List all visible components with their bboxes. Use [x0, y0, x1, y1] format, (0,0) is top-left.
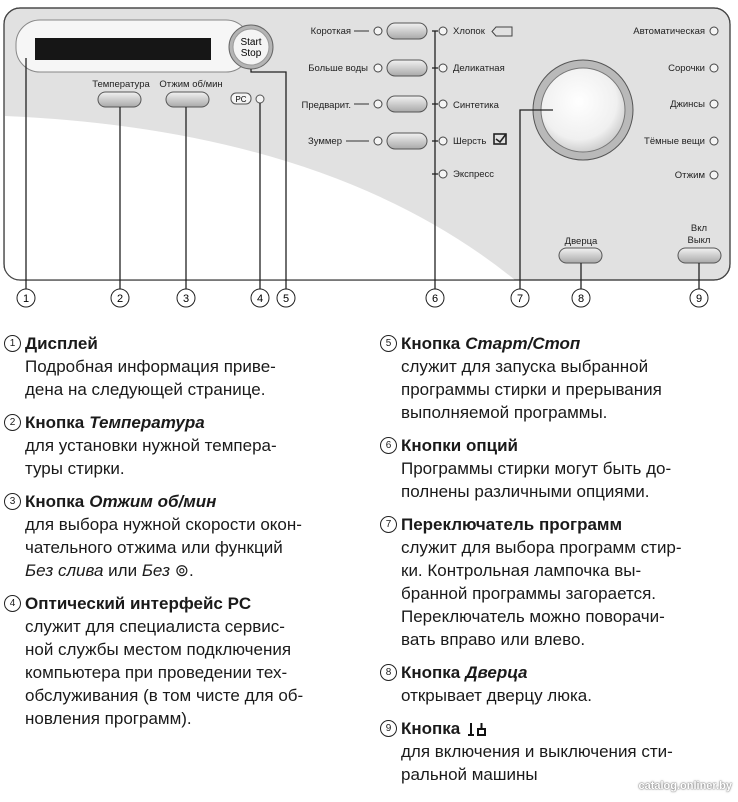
legend-number: 7: [380, 516, 397, 533]
callout-9: [690, 289, 708, 307]
legend-desc-line: чательного отжима или функций: [25, 538, 283, 557]
legend-item-3: [4, 490, 359, 582]
legend-description: [380, 457, 736, 503]
legend-item-7: [380, 513, 736, 651]
svg-text:2: 2: [116, 293, 124, 305]
legend-description: [380, 355, 736, 424]
svg-text:Экспресс: Экспресс: [453, 169, 495, 180]
legend-number: 1: [4, 335, 21, 352]
legend-number: 8: [380, 664, 397, 681]
option-button-4[interactable]: [387, 133, 427, 149]
svg-text:Короткая: Короткая: [310, 26, 351, 37]
callout-7: [511, 289, 529, 307]
legend-item-4: [4, 592, 359, 730]
option-button-2[interactable]: [387, 60, 427, 76]
callout-8: [572, 289, 590, 307]
legend-item-6: [380, 434, 736, 503]
legend-description: [4, 355, 359, 401]
no-spin-icon: ⊚.: [174, 561, 194, 580]
door-label: Дверца: [564, 236, 598, 247]
legend-description: [4, 513, 359, 582]
legend-title: Переключатель программ: [401, 515, 623, 534]
legend-title-emphasis: Температура: [89, 413, 205, 432]
temperature-label: Температура: [92, 79, 150, 90]
legend-desc-line: для выбора нужной скорости окон-: [25, 515, 302, 534]
legend-desc-line: новления программ).: [25, 709, 192, 728]
callout-3: [177, 289, 195, 307]
legend-desc-line: полнены различными опциями.: [401, 482, 650, 501]
callout-5: [277, 289, 295, 307]
svg-text:6: 6: [431, 293, 439, 305]
legend-item-1: [4, 332, 359, 401]
legend-desc-line: [25, 559, 359, 582]
option-button-1[interactable]: [387, 23, 427, 39]
legend-number: 2: [4, 414, 21, 431]
svg-text:Хлопок: Хлопок: [453, 26, 485, 37]
no-spin-function: Без: [141, 561, 171, 580]
legend-title-emphasis: Дверца: [465, 663, 528, 682]
svg-text:Сорочки: Сорочки: [668, 63, 705, 74]
legend-desc-line: для установки нужной темпера-: [25, 436, 277, 455]
legend-desc-line: дена на следующей странице.: [25, 380, 266, 399]
legend-desc-line: компьютера при проведении тех-: [25, 663, 288, 682]
legend-number: 5: [380, 335, 397, 352]
legend-title: Кнопка: [25, 492, 85, 511]
option-button-3[interactable]: [387, 96, 427, 112]
legend-desc-line: служит для запуска выбранной: [401, 357, 649, 376]
legend-desc-text: или: [103, 561, 142, 580]
svg-text:Тёмные вещи: Тёмные вещи: [644, 136, 705, 147]
legend-desc-line: обслуживания (в том чисте для об-: [25, 686, 304, 705]
legend-item-8: [380, 661, 736, 707]
svg-text:Больше воды: Больше воды: [308, 63, 368, 74]
svg-text:Предварит.: Предварит.: [301, 100, 351, 111]
legend-desc-line: Программы стирки могут быть до-: [401, 459, 672, 478]
control-panel-diagram: [0, 0, 738, 312]
svg-text:Джинсы: Джинсы: [670, 99, 705, 110]
svg-text:7: 7: [516, 293, 524, 305]
callout-2: [111, 289, 129, 307]
display-screen: [35, 38, 211, 60]
legend-number: 4: [4, 595, 21, 612]
spin-label: Отжим об/мин: [159, 79, 223, 90]
power-label-on: Вкл: [690, 223, 708, 234]
legend-desc-line: ки. Контрольная лампочка вы-: [401, 561, 642, 580]
callout-1: [17, 289, 35, 307]
pc-port-led: [256, 95, 264, 103]
legend-title: Кнопка: [401, 334, 461, 353]
svg-text:Синтетика: Синтетика: [453, 100, 499, 111]
power-label-off: Выкл: [687, 235, 711, 246]
legend-number: 3: [4, 493, 21, 510]
legend-desc-line: выполняемой программы.: [401, 403, 608, 422]
legend-desc-line: Переключатель можно поворачи-: [401, 607, 665, 626]
no-drain-function: Без слива: [25, 561, 104, 580]
callout-4: [251, 289, 269, 307]
svg-text:Шерсть: Шерсть: [453, 136, 487, 147]
watermark: catalog.onliner.by: [638, 780, 732, 792]
legend-title: Кнопка: [25, 413, 85, 432]
legend-title: Дисплей: [25, 334, 98, 353]
legend-desc-line: Подробная информация приве-: [25, 357, 276, 376]
legend-description: [380, 536, 736, 651]
legend-desc-line: служит для специалиста сервис-: [25, 617, 285, 636]
start-stop-button[interactable]: [229, 25, 273, 69]
legend-desc-line: открывает дверцу люка.: [401, 686, 592, 705]
legend-desc-line: бранной программы загорается.: [401, 584, 656, 603]
legend-desc-line: вать вправо или влево.: [401, 630, 586, 649]
legend-number: 6: [380, 437, 397, 454]
svg-text:4: 4: [256, 293, 264, 305]
legend-left-column: [4, 332, 359, 740]
pc-label: PC: [235, 95, 247, 104]
power-symbol-icon: [466, 721, 488, 737]
legend-right-column: [380, 332, 736, 796]
legend-desc-line: ной службы местом подключения: [25, 640, 292, 659]
legend-title-emphasis: Отжим об/мин: [89, 492, 217, 511]
legend-title-emphasis: Старт/Стоп: [465, 334, 581, 353]
svg-text:5: 5: [282, 293, 290, 305]
start-label: Start: [240, 37, 262, 48]
power-button[interactable]: [678, 248, 721, 263]
legend-number: 9: [380, 720, 397, 737]
svg-text:Отжим: Отжим: [674, 170, 705, 181]
svg-text:Автоматическая: Автоматическая: [633, 26, 705, 37]
legend-desc-line: служит для выбора программ стир-: [401, 538, 682, 557]
legend-title: Кнопка: [401, 719, 461, 738]
legend-title: Кнопка: [401, 663, 461, 682]
svg-text:9: 9: [695, 293, 703, 305]
legend-desc-line: туры стирки.: [25, 459, 125, 478]
legend-desc-line: для включения и выключения сти-: [401, 742, 673, 761]
legend-title: Кнопки опций: [401, 436, 518, 455]
legend-desc-line: программы стирки и прерывания: [401, 380, 662, 399]
stop-label: Stop: [240, 48, 262, 59]
temperature-button[interactable]: [98, 92, 141, 107]
legend-item-5: [380, 332, 736, 424]
legend-description: [4, 434, 359, 480]
svg-text:1: 1: [22, 293, 30, 305]
legend-title: Оптический интерфейс PC: [25, 594, 252, 613]
svg-text:8: 8: [577, 293, 585, 305]
legend-desc-line: ральной машины: [401, 765, 538, 784]
callout-6: [426, 289, 444, 307]
svg-text:Зуммер: Зуммер: [307, 136, 342, 147]
legend-item-9: [380, 717, 736, 786]
svg-text:Деликатная: Деликатная: [453, 63, 505, 74]
door-button[interactable]: [559, 248, 602, 263]
spin-button[interactable]: [166, 92, 209, 107]
legend-description: [380, 684, 736, 707]
legend-description: [4, 615, 359, 730]
legend-item-2: [4, 411, 359, 480]
svg-text:3: 3: [182, 293, 190, 305]
